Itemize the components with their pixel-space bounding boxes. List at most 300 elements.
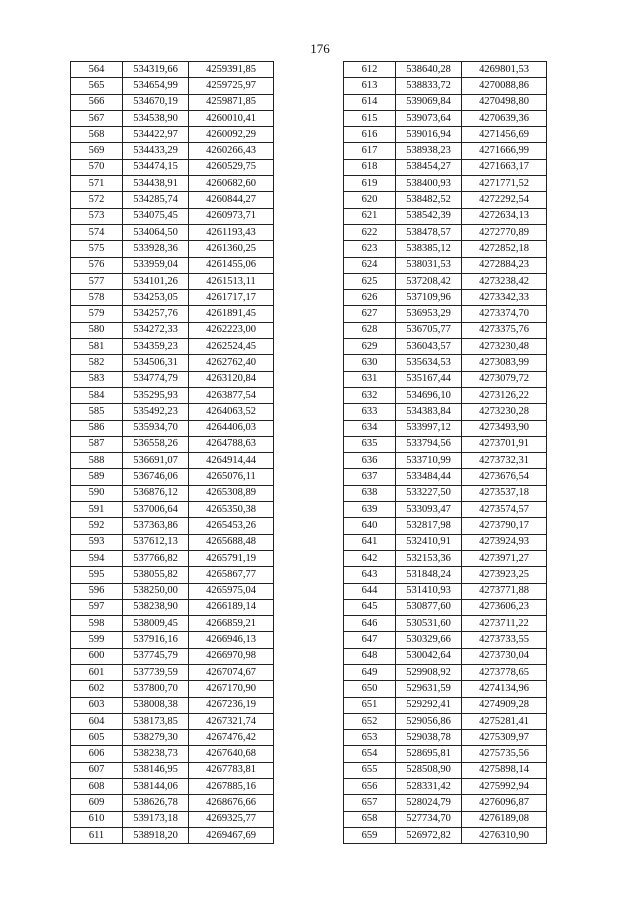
table-row (344, 306, 547, 322)
x-coordinate-cell: 539173,18 (123, 811, 189, 827)
y-coordinate-cell: 4272634,13 (462, 208, 547, 224)
point-number-cell: 654 (344, 746, 396, 762)
y-coordinate-cell: 4266859,21 (189, 616, 274, 632)
table-row (344, 420, 547, 436)
x-coordinate-cell: 537006,64 (123, 502, 189, 518)
y-coordinate-cell: 4265453,26 (189, 518, 274, 534)
table-row (71, 616, 274, 632)
table-row (344, 616, 547, 632)
y-coordinate-cell: 4271456,69 (462, 127, 547, 143)
x-coordinate-cell: 538009,45 (123, 616, 189, 632)
x-coordinate-cell: 528508,90 (396, 762, 462, 778)
table-row (344, 176, 547, 192)
point-number-cell: 599 (71, 632, 123, 648)
table-row (344, 713, 547, 729)
y-coordinate-cell: 4273924,93 (462, 534, 547, 550)
point-number-cell: 640 (344, 518, 396, 534)
table-row (71, 583, 274, 599)
table-row (344, 257, 547, 273)
point-number-cell: 612 (344, 62, 396, 78)
point-number-cell: 655 (344, 762, 396, 778)
y-coordinate-cell: 4273537,18 (462, 485, 547, 501)
table-row (344, 159, 547, 175)
table-row (344, 550, 547, 566)
y-coordinate-cell: 4273771,88 (462, 583, 547, 599)
x-coordinate-cell: 538833,72 (396, 78, 462, 94)
y-coordinate-cell: 4273574,57 (462, 502, 547, 518)
point-number-cell: 564 (71, 62, 123, 78)
point-number-cell: 642 (344, 550, 396, 566)
x-coordinate-cell: 532153,36 (396, 550, 462, 566)
table-row (71, 762, 274, 778)
x-coordinate-cell: 537739,59 (123, 664, 189, 680)
y-coordinate-cell: 4273733,55 (462, 632, 547, 648)
point-number-cell: 627 (344, 306, 396, 322)
y-coordinate-cell: 4275281,41 (462, 713, 547, 729)
y-coordinate-cell: 4273083,99 (462, 355, 547, 371)
point-number-cell: 609 (71, 795, 123, 811)
point-number-cell: 652 (344, 713, 396, 729)
table-row (71, 159, 274, 175)
x-coordinate-cell: 533710,99 (396, 453, 462, 469)
point-number-cell: 650 (344, 681, 396, 697)
y-coordinate-cell: 4267170,90 (189, 681, 274, 697)
point-number-cell: 630 (344, 355, 396, 371)
x-coordinate-cell: 534319,66 (123, 62, 189, 78)
x-coordinate-cell: 526972,82 (396, 827, 462, 843)
x-coordinate-cell: 534101,26 (123, 273, 189, 289)
x-coordinate-cell: 534257,76 (123, 306, 189, 322)
table-row (71, 648, 274, 664)
y-coordinate-cell: 4273730,04 (462, 648, 547, 664)
x-coordinate-cell: 537612,13 (123, 534, 189, 550)
y-coordinate-cell: 4273778,65 (462, 664, 547, 680)
table-row (71, 485, 274, 501)
x-coordinate-cell: 538938,23 (396, 143, 462, 159)
x-coordinate-cell: 537109,96 (396, 290, 462, 306)
x-coordinate-cell: 528331,42 (396, 779, 462, 795)
table-row (344, 518, 547, 534)
point-number-cell: 606 (71, 746, 123, 762)
table-row (344, 241, 547, 257)
y-coordinate-cell: 4275992,94 (462, 779, 547, 795)
x-coordinate-cell: 539069,84 (396, 94, 462, 110)
point-number-cell: 613 (344, 78, 396, 94)
x-coordinate-cell: 533093,47 (396, 502, 462, 518)
y-coordinate-cell: 4267321,74 (189, 713, 274, 729)
point-number-cell: 581 (71, 339, 123, 355)
y-coordinate-cell: 4273676,54 (462, 469, 547, 485)
x-coordinate-cell: 537745,79 (123, 648, 189, 664)
point-number-cell: 625 (344, 273, 396, 289)
table-row (344, 779, 547, 795)
x-coordinate-cell: 529631,59 (396, 681, 462, 697)
table-row (71, 534, 274, 550)
x-coordinate-cell: 534383,84 (396, 404, 462, 420)
point-number-cell: 573 (71, 208, 123, 224)
point-number-cell: 604 (71, 713, 123, 729)
y-coordinate-cell: 4260529,75 (189, 159, 274, 175)
point-number-cell: 583 (71, 371, 123, 387)
table-row (71, 306, 274, 322)
x-coordinate-cell: 536691,07 (123, 453, 189, 469)
y-coordinate-cell: 4271771,52 (462, 176, 547, 192)
point-number-cell: 644 (344, 583, 396, 599)
point-number-cell: 635 (344, 436, 396, 452)
x-coordinate-cell: 538626,78 (123, 795, 189, 811)
table-row (344, 224, 547, 240)
table-row (71, 143, 274, 159)
point-number-cell: 645 (344, 599, 396, 615)
point-number-cell: 607 (71, 762, 123, 778)
y-coordinate-cell: 4265975,04 (189, 583, 274, 599)
x-coordinate-cell: 531848,24 (396, 567, 462, 583)
y-coordinate-cell: 4265867,77 (189, 567, 274, 583)
point-number-cell: 605 (71, 730, 123, 746)
point-number-cell: 653 (344, 730, 396, 746)
y-coordinate-cell: 4269325,77 (189, 811, 274, 827)
point-number-cell: 570 (71, 159, 123, 175)
y-coordinate-cell: 4269801,53 (462, 62, 547, 78)
point-number-cell: 595 (71, 567, 123, 583)
y-coordinate-cell: 4267476,42 (189, 730, 274, 746)
table-row (344, 681, 547, 697)
point-number-cell: 638 (344, 485, 396, 501)
table-row (71, 290, 274, 306)
table-row (344, 795, 547, 811)
y-coordinate-cell: 4273923,25 (462, 567, 547, 583)
point-number-cell: 574 (71, 224, 123, 240)
table-row (71, 404, 274, 420)
table-row (71, 746, 274, 762)
x-coordinate-cell: 538238,90 (123, 599, 189, 615)
table-row (71, 811, 274, 827)
x-coordinate-cell: 538146,95 (123, 762, 189, 778)
table-row (344, 355, 547, 371)
x-coordinate-cell: 539073,64 (396, 110, 462, 126)
point-number-cell: 584 (71, 387, 123, 403)
point-number-cell: 615 (344, 110, 396, 126)
y-coordinate-cell: 4273790,17 (462, 518, 547, 534)
y-coordinate-cell: 4261193,43 (189, 224, 274, 240)
point-number-cell: 637 (344, 469, 396, 485)
y-coordinate-cell: 4262223,00 (189, 322, 274, 338)
table-row (344, 502, 547, 518)
y-coordinate-cell: 4265688,48 (189, 534, 274, 550)
table-row (344, 648, 547, 664)
point-number-cell: 602 (71, 681, 123, 697)
x-coordinate-cell: 534064,50 (123, 224, 189, 240)
y-coordinate-cell: 4267074,67 (189, 664, 274, 680)
point-number-cell: 610 (71, 811, 123, 827)
point-number-cell: 589 (71, 469, 123, 485)
table-row (71, 827, 274, 843)
y-coordinate-cell: 4261513,11 (189, 273, 274, 289)
table-row (344, 746, 547, 762)
point-number-cell: 651 (344, 697, 396, 713)
table-row (344, 94, 547, 110)
table-row (344, 404, 547, 420)
point-number-cell: 597 (71, 599, 123, 615)
x-coordinate-cell: 534696,10 (396, 387, 462, 403)
x-coordinate-cell: 533227,50 (396, 485, 462, 501)
x-coordinate-cell: 538173,85 (123, 713, 189, 729)
y-coordinate-cell: 4265308,89 (189, 485, 274, 501)
x-coordinate-cell: 533794,56 (396, 436, 462, 452)
point-number-cell: 566 (71, 94, 123, 110)
y-coordinate-cell: 4271666,99 (462, 143, 547, 159)
x-coordinate-cell: 530531,60 (396, 616, 462, 632)
x-coordinate-cell: 537208,42 (396, 273, 462, 289)
point-number-cell: 623 (344, 241, 396, 257)
x-coordinate-cell: 534438,91 (123, 176, 189, 192)
table-row (71, 632, 274, 648)
x-coordinate-cell: 534433,29 (123, 143, 189, 159)
x-coordinate-cell: 535295,93 (123, 387, 189, 403)
x-coordinate-cell: 538454,27 (396, 159, 462, 175)
y-coordinate-cell: 4261455,06 (189, 257, 274, 273)
y-coordinate-cell: 4263877,54 (189, 387, 274, 403)
table-row (344, 78, 547, 94)
y-coordinate-cell: 4265791,19 (189, 550, 274, 566)
y-coordinate-cell: 4260844,27 (189, 192, 274, 208)
table-row (71, 795, 274, 811)
y-coordinate-cell: 4273079,72 (462, 371, 547, 387)
point-number-cell: 582 (71, 355, 123, 371)
table-row (71, 469, 274, 485)
table-row (71, 273, 274, 289)
y-coordinate-cell: 4264406,03 (189, 420, 274, 436)
point-number-cell: 620 (344, 192, 396, 208)
point-number-cell: 611 (71, 827, 123, 843)
y-coordinate-cell: 4275735,56 (462, 746, 547, 762)
table-row (344, 143, 547, 159)
y-coordinate-cell: 4259871,85 (189, 94, 274, 110)
y-coordinate-cell: 4270639,36 (462, 110, 547, 126)
table-row (71, 599, 274, 615)
table-row (71, 502, 274, 518)
y-coordinate-cell: 4273711,22 (462, 616, 547, 632)
x-coordinate-cell: 533928,36 (123, 241, 189, 257)
point-number-cell: 591 (71, 502, 123, 518)
point-number-cell: 636 (344, 453, 396, 469)
table-row (71, 110, 274, 126)
table-row (344, 110, 547, 126)
y-coordinate-cell: 4268676,66 (189, 795, 274, 811)
table-row (71, 436, 274, 452)
point-number-cell: 649 (344, 664, 396, 680)
table-row (344, 436, 547, 452)
x-coordinate-cell: 538918,20 (123, 827, 189, 843)
y-coordinate-cell: 4261360,25 (189, 241, 274, 257)
y-coordinate-cell: 4266970,98 (189, 648, 274, 664)
table-row (344, 730, 547, 746)
table-row (344, 811, 547, 827)
y-coordinate-cell: 4261717,17 (189, 290, 274, 306)
point-number-cell: 608 (71, 779, 123, 795)
point-number-cell: 569 (71, 143, 123, 159)
y-coordinate-cell: 4273732,31 (462, 453, 547, 469)
point-number-cell: 600 (71, 648, 123, 664)
table-row (344, 290, 547, 306)
point-number-cell: 601 (71, 664, 123, 680)
point-number-cell: 579 (71, 306, 123, 322)
x-coordinate-cell: 529908,92 (396, 664, 462, 680)
y-coordinate-cell: 4262524,45 (189, 339, 274, 355)
y-coordinate-cell: 4260682,60 (189, 176, 274, 192)
y-coordinate-cell: 4264914,44 (189, 453, 274, 469)
point-number-cell: 633 (344, 404, 396, 420)
table-row (71, 208, 274, 224)
x-coordinate-cell: 538640,28 (396, 62, 462, 78)
point-number-cell: 603 (71, 697, 123, 713)
y-coordinate-cell: 4262762,40 (189, 355, 274, 371)
x-coordinate-cell: 533484,44 (396, 469, 462, 485)
y-coordinate-cell: 4259391,85 (189, 62, 274, 78)
x-coordinate-cell: 535492,23 (123, 404, 189, 420)
table-row (71, 730, 274, 746)
x-coordinate-cell: 535634,53 (396, 355, 462, 371)
y-coordinate-cell: 4273493,90 (462, 420, 547, 436)
x-coordinate-cell: 535934,70 (123, 420, 189, 436)
point-number-cell: 617 (344, 143, 396, 159)
table-row (344, 469, 547, 485)
table-row (71, 681, 274, 697)
table-row (344, 583, 547, 599)
y-coordinate-cell: 4260266,43 (189, 143, 274, 159)
y-coordinate-cell: 4274134,96 (462, 681, 547, 697)
table-row (344, 192, 547, 208)
x-coordinate-cell: 534654,99 (123, 78, 189, 94)
x-coordinate-cell: 530329,66 (396, 632, 462, 648)
y-coordinate-cell: 4273126,22 (462, 387, 547, 403)
y-coordinate-cell: 4272292,54 (462, 192, 547, 208)
point-number-cell: 639 (344, 502, 396, 518)
table-row (71, 518, 274, 534)
x-coordinate-cell: 529056,86 (396, 713, 462, 729)
y-coordinate-cell: 4266946,13 (189, 632, 274, 648)
x-coordinate-cell: 538250,00 (123, 583, 189, 599)
table-row (344, 453, 547, 469)
point-number-cell: 578 (71, 290, 123, 306)
table-row (71, 387, 274, 403)
x-coordinate-cell: 529292,41 (396, 697, 462, 713)
point-number-cell: 572 (71, 192, 123, 208)
table-row (344, 762, 547, 778)
x-coordinate-cell: 538385,12 (396, 241, 462, 257)
x-coordinate-cell: 534422,97 (123, 127, 189, 143)
page-number: 176 (310, 41, 330, 56)
coordinates-table-right (343, 61, 547, 844)
point-number-cell: 641 (344, 534, 396, 550)
table-row (344, 485, 547, 501)
point-number-cell: 585 (71, 404, 123, 420)
point-number-cell: 586 (71, 420, 123, 436)
table-row (71, 779, 274, 795)
point-number-cell: 622 (344, 224, 396, 240)
x-coordinate-cell: 527734,70 (396, 811, 462, 827)
y-coordinate-cell: 4273230,28 (462, 404, 547, 420)
x-coordinate-cell: 538238,73 (123, 746, 189, 762)
table-row (344, 534, 547, 550)
table-row (71, 420, 274, 436)
table-row (71, 78, 274, 94)
y-coordinate-cell: 4270498,80 (462, 94, 547, 110)
y-coordinate-cell: 4264788,63 (189, 436, 274, 452)
x-coordinate-cell: 533997,12 (396, 420, 462, 436)
point-number-cell: 659 (344, 827, 396, 843)
point-number-cell: 618 (344, 159, 396, 175)
x-coordinate-cell: 536876,12 (123, 485, 189, 501)
point-number-cell: 648 (344, 648, 396, 664)
point-number-cell: 594 (71, 550, 123, 566)
table-row (71, 257, 274, 273)
y-coordinate-cell: 4267885,16 (189, 779, 274, 795)
y-coordinate-cell: 4260092,29 (189, 127, 274, 143)
table-row (71, 697, 274, 713)
table-row (71, 567, 274, 583)
y-coordinate-cell: 4275898,14 (462, 762, 547, 778)
point-number-cell: 624 (344, 257, 396, 273)
x-coordinate-cell: 536746,06 (123, 469, 189, 485)
point-number-cell: 598 (71, 616, 123, 632)
y-coordinate-cell: 4266189,14 (189, 599, 274, 615)
x-coordinate-cell: 538542,39 (396, 208, 462, 224)
y-coordinate-cell: 4274909,28 (462, 697, 547, 713)
x-coordinate-cell: 534670,19 (123, 94, 189, 110)
x-coordinate-cell: 537363,86 (123, 518, 189, 534)
point-number-cell: 634 (344, 420, 396, 436)
x-coordinate-cell: 533959,04 (123, 257, 189, 273)
table-row (71, 713, 274, 729)
point-number-cell: 656 (344, 779, 396, 795)
table-row (71, 224, 274, 240)
y-coordinate-cell: 4272770,89 (462, 224, 547, 240)
y-coordinate-cell: 4269467,69 (189, 827, 274, 843)
y-coordinate-cell: 4265350,38 (189, 502, 274, 518)
y-coordinate-cell: 4273375,76 (462, 322, 547, 338)
table-row (71, 371, 274, 387)
y-coordinate-cell: 4276189,08 (462, 811, 547, 827)
x-coordinate-cell: 536043,57 (396, 339, 462, 355)
x-coordinate-cell: 537916,16 (123, 632, 189, 648)
y-coordinate-cell: 4273230,48 (462, 339, 547, 355)
table-row (344, 208, 547, 224)
y-coordinate-cell: 4267783,81 (189, 762, 274, 778)
x-coordinate-cell: 534359,23 (123, 339, 189, 355)
x-coordinate-cell: 537766,82 (123, 550, 189, 566)
table-row (71, 453, 274, 469)
y-coordinate-cell: 4276096,87 (462, 795, 547, 811)
table-row (71, 176, 274, 192)
y-coordinate-cell: 4261891,45 (189, 306, 274, 322)
point-number-cell: 626 (344, 290, 396, 306)
point-number-cell: 628 (344, 322, 396, 338)
y-coordinate-cell: 4267236,19 (189, 697, 274, 713)
point-number-cell: 596 (71, 583, 123, 599)
point-number-cell: 632 (344, 387, 396, 403)
x-coordinate-cell: 536953,29 (396, 306, 462, 322)
point-number-cell: 657 (344, 795, 396, 811)
table-row (344, 273, 547, 289)
table-row (344, 127, 547, 143)
table-row (344, 371, 547, 387)
point-number-cell: 590 (71, 485, 123, 501)
table-row (71, 550, 274, 566)
x-coordinate-cell: 538400,93 (396, 176, 462, 192)
point-number-cell: 593 (71, 534, 123, 550)
point-number-cell: 614 (344, 94, 396, 110)
